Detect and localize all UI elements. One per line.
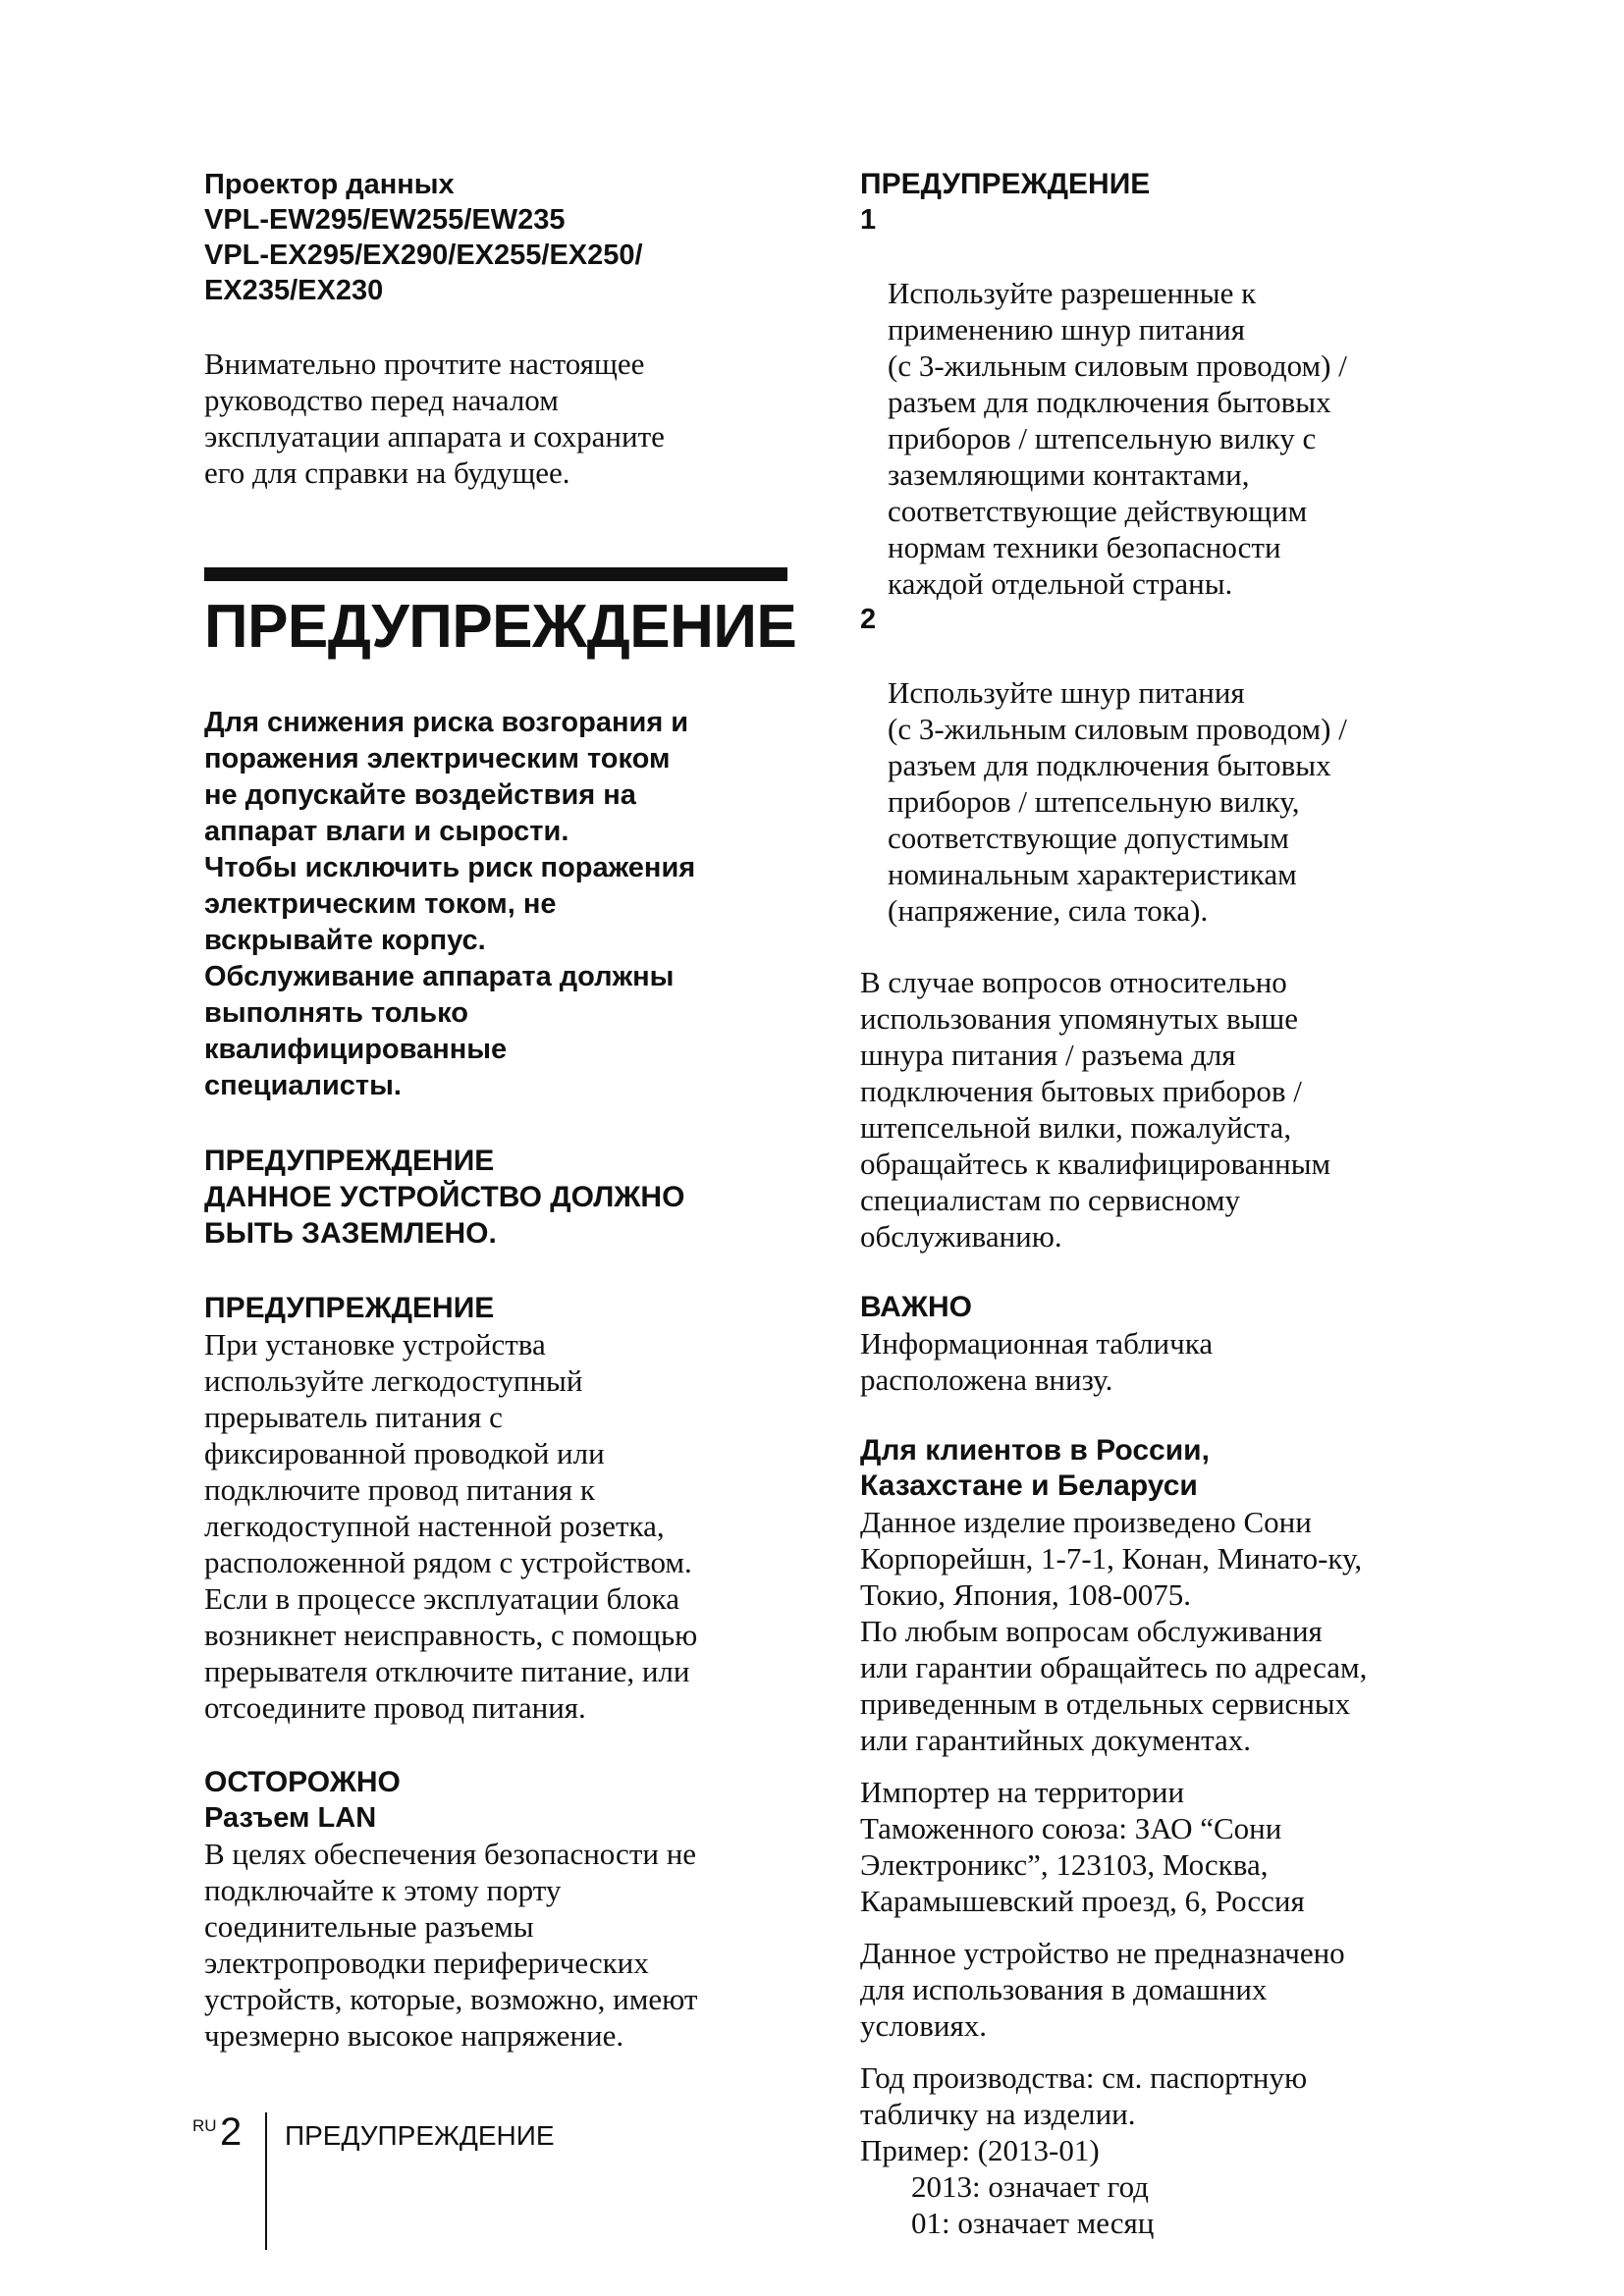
language-code: RU xyxy=(192,2116,217,2135)
cord-questions-paragraph: В случае вопросов относительно использования упомянутых выше шнура питания / разъема для подключения бытовых приборов / штепсельной вилки, пожалуйста, обращайтесь к квалифицированным специалистам по сервисному обслуживанию. xyxy=(860,965,1331,1254)
important-text: Информационная табличка расположена внизу. xyxy=(860,1326,1214,1397)
right-column xyxy=(860,167,1449,2241)
left-column xyxy=(204,167,797,2054)
model-line: VPL-EX295/EX290/EX255/EX250/ xyxy=(204,240,643,271)
manufacturer-text: Данное изделие произведено Сони Корпорейшн, 1-7-1, Конан, Минато-ку, Токио, Япония, 108-0075. По любым вопросам обслуживания или гарантии обращайтесь по адресам, приведенным в отдельных сервисных или гарантийных документах. xyxy=(860,1505,1368,1757)
footer-section-title: ПРЕДУПРЕЖДЕНИЕ xyxy=(285,2120,555,2151)
lan-heading: Разъем LAN xyxy=(204,1802,377,1834)
intro-paragraph: Внимательно прочтите настоящее руководство перед началом эксплуатации аппарата и сохраните его для справки на будущее. xyxy=(204,347,665,490)
example-label: Пример: (2013-01) xyxy=(860,2133,1100,2167)
importer-text: Импортер на территории Таможенного союза: ЗАО “Сони Электроникс”, 123103, Москва, Карамышевский проезд, 6, Россия xyxy=(860,1775,1305,1918)
cord-warning-heading: ПРЕДУПРЕЖДЕНИЕ xyxy=(860,168,1151,200)
model-list xyxy=(204,167,793,308)
customers-heading: Для клиентов в России, Казахстане и Беларуси xyxy=(860,1434,1210,1502)
example-month: 01: означает месяц xyxy=(911,2206,1155,2240)
page-number: 2 xyxy=(220,2110,243,2154)
caution-heading: ОСТОРОЖНО xyxy=(204,1766,401,1798)
lan-text: В целях обеспечения безопасности не подключайте к этому порту соединительные разъемы электропроводки периферических устройств, которые, возможно, имеют чрезмерно высокое напряжение. xyxy=(204,1837,698,2053)
production-year-text: Год производства: см. паспортную табличку на изделии. xyxy=(860,2060,1308,2131)
list-item-number: 1 xyxy=(860,204,877,236)
footer-divider xyxy=(265,2112,267,2250)
fire-shock-warning: Для снижения риска возгорания и поражения электрическим током не допускайте воздействия на аппарат влаги и сырости. Чтобы исключить риск поражения электрическим током, не вскрывайте корпус. Обслуживание аппарата должны выполнять только квалифицированные специалисты. xyxy=(204,707,696,1101)
model-line: EX235/EX230 xyxy=(204,275,384,306)
cord-requirements-list xyxy=(860,202,1449,929)
install-warning-heading: ПРЕДУПРЕЖДЕНИЕ xyxy=(204,1292,495,1324)
ground-warning-heading: ПРЕДУПРЕЖДЕНИЕ xyxy=(204,1145,495,1177)
home-use-text: Данное устройство не предназначено для использования в домашних условиях. xyxy=(860,1936,1345,2043)
heading-rule xyxy=(204,567,787,581)
important-heading: ВАЖНО xyxy=(860,1291,972,1323)
install-warning-text: При установке устройства используйте легкодоступный прерыватель питания с фиксированной проводкой или подключите провод питания к легкодоступной настенной розетка, расположенной рядом с устройством. Если в процессе эксплуатации блока возникнет неисправность, с помощью прерывателя отключите питание, или отсоедините провод питания. xyxy=(204,1327,698,1725)
list-item xyxy=(860,602,1449,929)
model-line: Проектор данных xyxy=(204,169,455,200)
main-heading: ПРЕДУПРЕЖДЕНИЕ xyxy=(204,593,797,661)
list-item xyxy=(860,202,1449,602)
model-line: VPL-EW295/EW255/EW235 xyxy=(204,204,566,236)
example-year: 2013: означает год xyxy=(911,2169,1149,2204)
list-item-number: 2 xyxy=(860,604,877,635)
ground-warning-text: ДАННОЕ УСТРОЙСТВО ДОЛЖНО БЫТЬ ЗАЗЕМЛЕНО. xyxy=(204,1181,685,1250)
list-item-text: Используйте разрешенные к применению шнур питания (с 3-жильным силовым проводом) / разъем для подключения бытовых приборов / штепсельную вилку с заземляющими контактами, соответствующие действующим нормам техники безопасности каждой отдельной страны. xyxy=(888,276,1347,601)
list-item-text: Используйте шнур питания (с 3-жильным силовым проводом) / разъем для подключения бытовых приборов / штепсельную вилку, соответствующие допустимым номинальным характеристикам (напряжение, сила тока). xyxy=(888,675,1347,928)
